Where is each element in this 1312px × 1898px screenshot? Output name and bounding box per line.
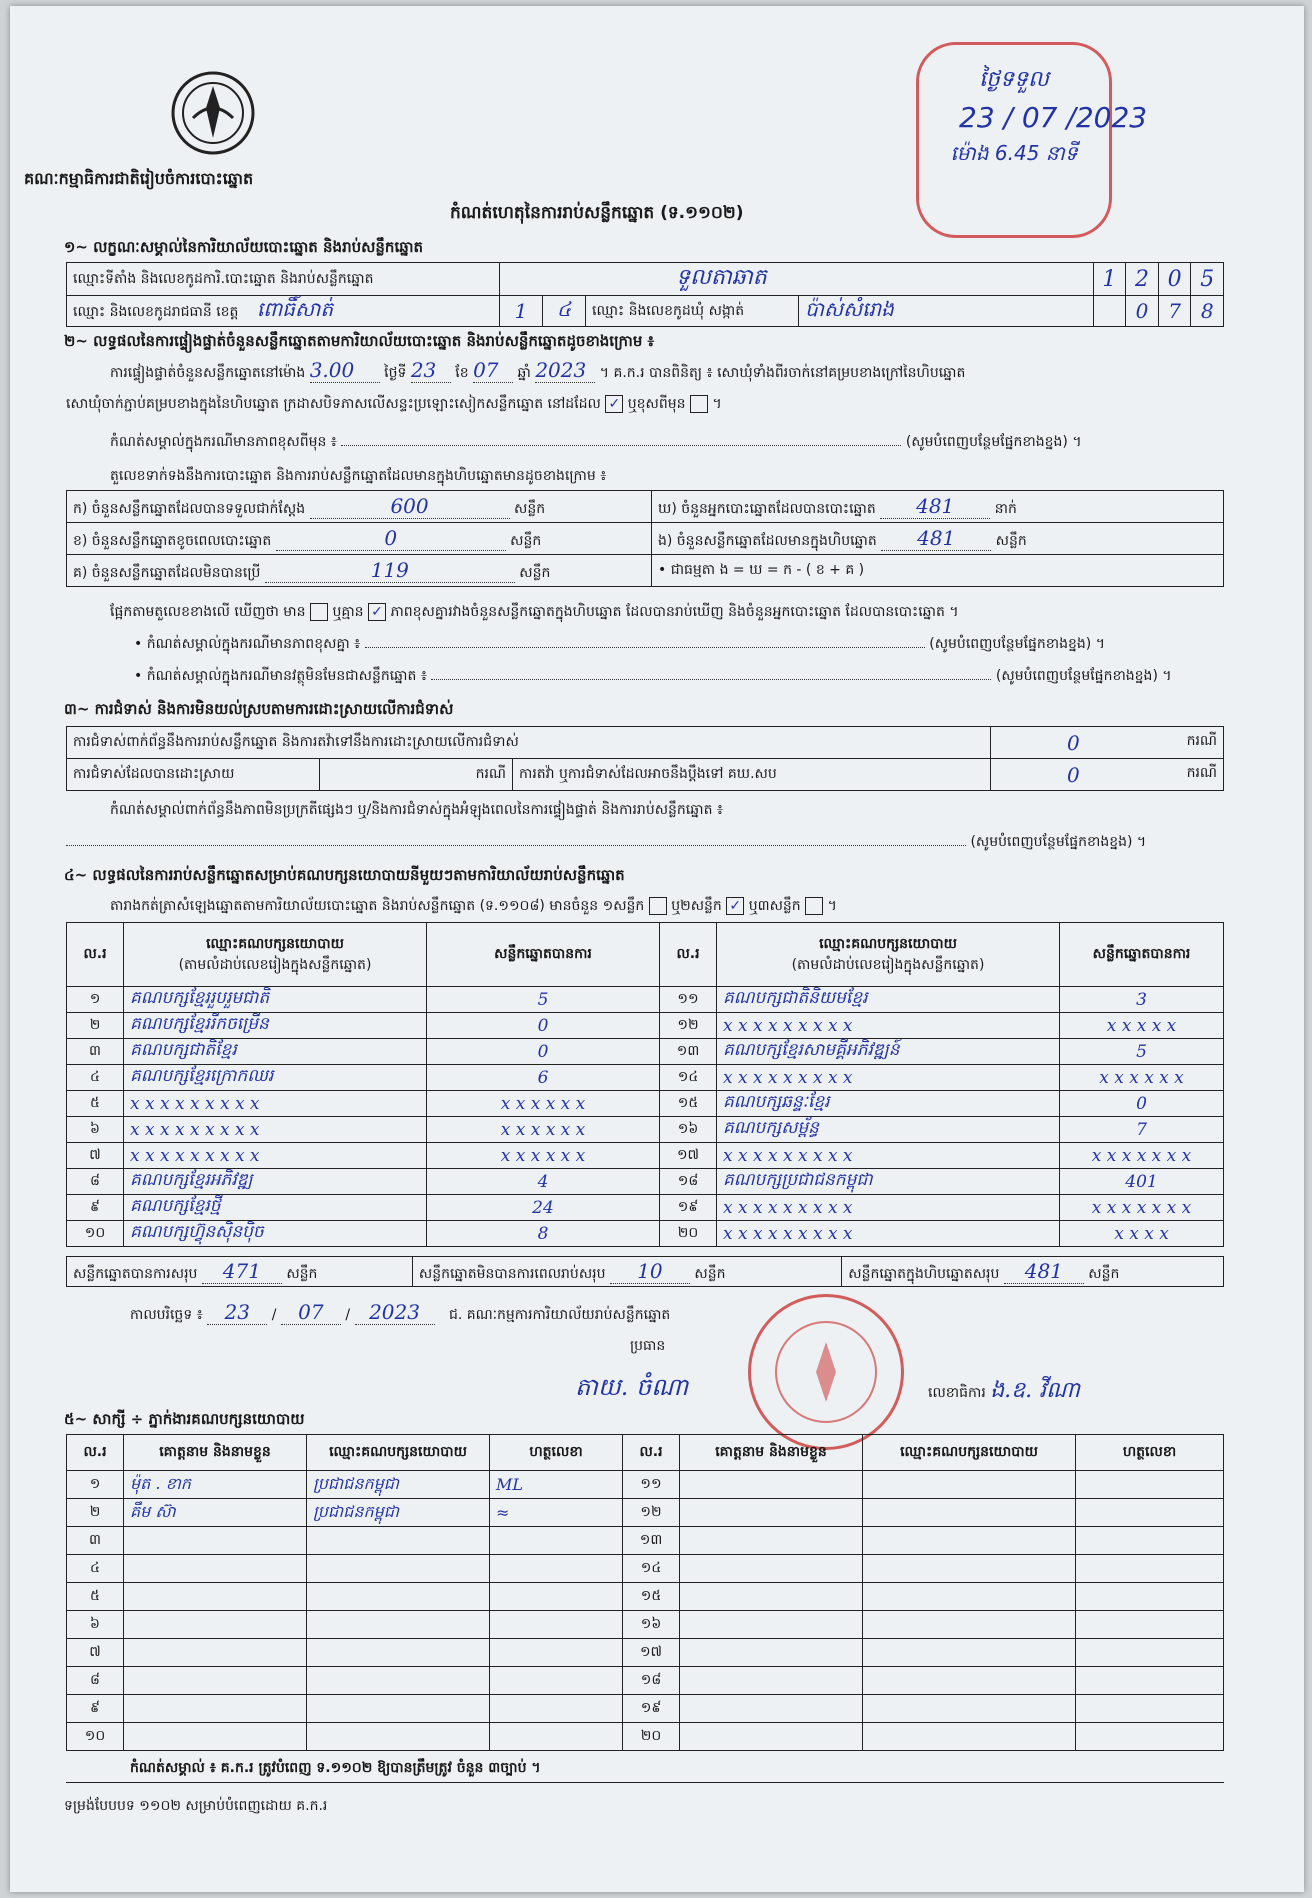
verify-line-2: សោឃុំចាក់ភ្ជាប់គម្របខាងក្នុងនៃហិបឆ្នោត ក្រដាសបិទភាសលើសន្ទះប្រឡោះសៀកសន្លឹកឆ្នោត នៅដដែល ✓ ឬខុសពីមុន ។ — [66, 396, 722, 412]
witness-party — [307, 1667, 490, 1695]
w-col-sign-right: ហត្ថលេខា — [1076, 1435, 1224, 1471]
witness-sign — [1076, 1723, 1224, 1751]
province-value: ពោធិ៍សាត់ — [256, 297, 334, 321]
result-no: ១៣ — [660, 1039, 717, 1065]
witness-row — [67, 1527, 1224, 1555]
witness-row — [67, 1639, 1224, 1667]
result-row — [67, 1143, 1224, 1169]
witness-sign — [490, 1555, 623, 1583]
witness-sign — [490, 1583, 623, 1611]
witness-party: ប្រជាជនកម្ពុជា — [307, 1499, 490, 1527]
witness-party — [863, 1583, 1076, 1611]
witness-no: ១៩ — [623, 1695, 680, 1723]
witness-no: ៧ — [67, 1639, 124, 1667]
witness-row — [67, 1667, 1224, 1695]
result-no: ៦ — [67, 1117, 124, 1143]
witness-no: ៨ — [67, 1667, 124, 1695]
president-signature: តាយ. ចំណា — [575, 1373, 689, 1401]
witness-sign: ≈ — [490, 1499, 623, 1527]
result-no: ៣ — [67, 1039, 124, 1065]
result-party: x x x x x x x x x — [717, 1013, 1060, 1039]
witness-row — [67, 1499, 1224, 1527]
result-no: ៧ — [67, 1143, 124, 1169]
receipt-stamp — [916, 42, 1148, 238]
objections-table — [66, 726, 1224, 791]
section2-title: ២~ លទ្ធផលនៃការផ្ទៀងផ្ទាត់ចំនួនសន្លឹកឆ្នោតតាមការិយាល័យបោះឆ្នោត និងរាប់សន្លឹកឆ្នោតដូចខាងក្រោម ៖ — [64, 332, 655, 350]
province-code-2: ៤ — [543, 296, 586, 327]
result-votes: 8 — [427, 1221, 660, 1247]
witness-table — [66, 1434, 1224, 1751]
president-label: ប្រធាន — [630, 1338, 666, 1354]
verify-line-1: ការផ្ទៀងផ្ទាត់ចំនួនសន្លឹកឆ្នោតនៅម៉ោង 3.00 ថ្ងៃទី 23 ខែ 07 ឆ្នាំ 2023 ។ គ.ក.រ បានពិនិត្យ ៖ សោឃុំទាំងពីរចាក់នៅគម្របខាងក្រៅនៃហិបឆ្នោត — [110, 358, 966, 382]
result-party: គណបក្សហ៊្វុនស៊ិនប៉ិច — [124, 1221, 427, 1247]
commune-code-3: 8 — [1191, 296, 1224, 327]
result-party: គណបក្សសម្ព័ន្ធ — [717, 1117, 1060, 1143]
result-votes: x x x x x x x — [1060, 1143, 1224, 1169]
result-no: ១ — [67, 987, 124, 1013]
witness-no: ១៦ — [623, 1611, 680, 1639]
witness-party — [307, 1611, 490, 1639]
witness-sign — [1076, 1471, 1224, 1499]
same-checkbox[interactable]: ✓ — [605, 395, 623, 413]
based-line: ផ្អែកតាមតួលេខខាងលើ ឃើញថា មាន ឬគ្មាន ✓ ភាពខុសគ្នារវាងចំនួនសន្លឹកឆ្នោតក្នុងហិបឆ្នោត ដែលបានរាប់ឃើញ និងចំនួនអ្នកបោះឆ្នោត ដែលបានបោះឆ្នោត ។ — [110, 604, 959, 620]
result-party: x x x x x x x x x — [124, 1091, 427, 1117]
w-col-no-right: ល.រ — [623, 1435, 680, 1471]
witness-party — [863, 1667, 1076, 1695]
result-party: x x x x x x x x x — [717, 1221, 1060, 1247]
witness-sign — [490, 1611, 623, 1639]
result-row — [67, 987, 1224, 1013]
two-sheets-checkbox[interactable]: ✓ — [726, 897, 744, 915]
witness-row — [67, 1723, 1224, 1751]
committee-seal — [748, 1294, 904, 1450]
witness-sign — [490, 1723, 623, 1751]
col-no-left: ល.រ — [67, 923, 124, 987]
result-party: គណបក្សខ្មែររីកចម្រើន — [124, 1013, 427, 1039]
result-votes: 24 — [427, 1195, 660, 1221]
section3-title: ៣~ ការជំទាស់ និងការមិនយល់ស្របតាមការដោះស្រាយលើការជំទាស់ — [64, 700, 454, 718]
result-party: x x x x x x x x x — [717, 1195, 1060, 1221]
figure-ko: គ) ចំនួនសន្លឹកឆ្នោតដែលមិនបានប្រើ 119 សន្លឹក — [67, 555, 652, 587]
witness-name — [124, 1611, 307, 1639]
location-code-4: 5 — [1191, 263, 1224, 296]
result-no: ១០ — [67, 1221, 124, 1247]
result-row — [67, 1169, 1224, 1195]
result-party: x x x x x x x x x — [717, 1065, 1060, 1091]
witness-name — [680, 1667, 863, 1695]
form-page — [10, 6, 1304, 1892]
witness-party — [863, 1555, 1076, 1583]
date-line: កាលបរិច្ឆេទ ៖ 23 / 07 / 2023 ជ. គណៈកម្មការការិយាល័យរាប់សន្លឹកឆ្នោត — [130, 1300, 671, 1324]
witness-name — [124, 1723, 307, 1751]
stamp-line3: ម៉ោង 6.45 នាទី — [950, 141, 1078, 165]
witness-no: ១៧ — [623, 1639, 680, 1667]
witness-name — [124, 1639, 307, 1667]
result-row — [67, 1039, 1224, 1065]
witness-party — [863, 1471, 1076, 1499]
commune-value: ប៉ាស់សំរោង — [799, 296, 1094, 327]
witness-sign — [490, 1527, 623, 1555]
figures-intro: តួលេខទាក់ទងនឹងការបោះឆ្នោត និងការរាប់សន្លឹកឆ្នោតដែលមានក្នុងហិបឆ្នោតមានដូចខាងក្រោម ៖ — [110, 468, 607, 484]
secretary-line: លេខាធិការ ង.ឧ. វីណា — [928, 1378, 1080, 1403]
province-code-1: 1 — [500, 296, 543, 327]
witness-party — [863, 1499, 1076, 1527]
section5-title: ៥~ សាក្សី ÷ ភ្នាក់ងារគណបក្សនយោបាយ — [64, 1410, 305, 1428]
resolved-value: ករណី — [320, 759, 513, 791]
total-box: សន្លឹកឆ្នោតក្នុងហិបឆ្នោតសរុប 481 សន្លឹក — [842, 1257, 1224, 1287]
result-votes: 5 — [427, 987, 660, 1013]
result-no: ១១ — [660, 987, 717, 1013]
total-valid: សន្លឹកឆ្នោតបានការសរុប 471 សន្លឹក — [67, 1257, 413, 1287]
witness-no: ១៨ — [623, 1667, 680, 1695]
witness-no: ៥ — [67, 1583, 124, 1611]
witness-party — [307, 1583, 490, 1611]
footer-note: កំណត់សម្គាល់ ៖ គ.ក.រ ត្រូវបំពេញ ទ.១១០២ ឱ្យបានត្រឹមត្រូវ ចំនួន ៣ច្បាប់ ។ — [130, 1760, 541, 1776]
footer-divider — [66, 1782, 1224, 1783]
result-party: គណបក្សខ្មែរសាមគ្គីអភិវឌ្ឍន៍ — [717, 1039, 1060, 1065]
witness-no: ៦ — [67, 1611, 124, 1639]
result-party: x x x x x x x x x — [124, 1143, 427, 1169]
result-votes: x x x x x x — [1060, 1065, 1224, 1091]
result-no: ៩ — [67, 1195, 124, 1221]
note-diff-line: កំណត់សម្គាល់ក្នុងករណីមានភាពខុសពីមុន ៖ (សូមបំពេញបន្ថែមផ្នែកខាងខ្នង) ។ — [110, 434, 1082, 450]
province-label: ឈ្មោះ និងលេខកូដរាជធានី ខេត្ត ពោធិ៍សាត់ — [67, 296, 500, 327]
w-col-party-left: ឈ្មោះគណបក្សនយោបាយ — [307, 1435, 490, 1471]
result-votes: 6 — [427, 1065, 660, 1091]
total-invalid: សន្លឹកឆ្នោតមិនបានការពេលរាប់សរុប 10 សន្លឹក — [412, 1257, 841, 1287]
result-no: ១៩ — [660, 1195, 717, 1221]
result-votes: x x x x x x — [427, 1117, 660, 1143]
witness-name — [680, 1527, 863, 1555]
w-col-sign-left: ហត្ថលេខា — [490, 1435, 623, 1471]
result-row — [67, 1013, 1224, 1039]
witness-name — [124, 1555, 307, 1583]
witness-name — [680, 1471, 863, 1499]
appeal-value: 0 ករណី — [991, 759, 1224, 791]
witness-sign — [1076, 1611, 1224, 1639]
figure-kha: ខ) ចំនួនសន្លឹកឆ្នោតខូចពេលបោះឆ្នោត 0 សន្លឹក — [67, 523, 652, 555]
result-row — [67, 1117, 1224, 1143]
witness-party — [307, 1723, 490, 1751]
result-votes: 401 — [1060, 1169, 1224, 1195]
commune-label: ឈ្មោះ និងលេខកូដឃុំ សង្កាត់ — [586, 296, 799, 327]
stamp-line1: ថ្ងៃទទួល — [979, 67, 1049, 92]
witness-name — [680, 1611, 863, 1639]
witness-party — [863, 1695, 1076, 1723]
witness-name — [680, 1499, 863, 1527]
result-no: ២ — [67, 1013, 124, 1039]
witness-no: ៣ — [67, 1527, 124, 1555]
witness-name — [680, 1555, 863, 1583]
commune-code-blank — [1093, 296, 1126, 327]
no-difference-checkbox[interactable]: ✓ — [368, 603, 386, 621]
witness-name — [680, 1639, 863, 1667]
appeal-label: ការតវ៉ា ឬការជំទាស់ដែលអាចនឹងប្ដឹងទៅ គឃ.សប — [513, 759, 991, 791]
verify-day: 23 — [411, 358, 451, 383]
witness-sign — [1076, 1667, 1224, 1695]
nec-emblem-icon — [168, 68, 258, 158]
witness-sign — [490, 1667, 623, 1695]
result-votes: 5 — [1060, 1039, 1224, 1065]
w-col-party-right: ឈ្មោះគណបក្សនយោបាយ — [863, 1435, 1076, 1471]
witness-sign — [1076, 1499, 1224, 1527]
witness-name — [124, 1527, 307, 1555]
note-object-line: • កំណត់សម្គាល់ក្នុងករណីមានវត្ថុមិនមែនជាសន្លឹកឆ្នោត ៖ (សូមបំពេញបន្ថែមផ្នែកខាងខ្នង) ។ — [134, 668, 1172, 684]
result-party: គណបក្សជាតិខ្មែរ — [124, 1039, 427, 1065]
note-diff2-line: • កំណត់សម្គាល់ក្នុងករណីមានភាពខុសគ្នា ៖ (សូមបំពេញបន្ថែមផ្នែកខាងខ្នង) ។ — [134, 636, 1105, 652]
result-no: ៥ — [67, 1091, 124, 1117]
location-code-3: 0 — [1158, 263, 1191, 296]
figure-ka: ក) ចំនួនសន្លឹកឆ្នោតដែលបានទទួលជាក់ស្ដែង 600 សន្លឹក — [67, 491, 652, 523]
section4-title: ៤~ លទ្ធផលនៃការរាប់សន្លឹកឆ្នោតសម្រាប់គណបក្សនយោបាយនីមួយៗតាមការិយាល័យរាប់សន្លឹកឆ្នោត — [64, 866, 625, 884]
col-votes-left: សន្លឹកឆ្នោតបានការ — [427, 923, 660, 987]
result-votes: 4 — [427, 1169, 660, 1195]
witness-name — [680, 1723, 863, 1751]
resolved-label: ការជំទាស់ដែលបានដោះស្រាយ — [67, 759, 320, 791]
result-party: x x x x x x x x x — [124, 1117, 427, 1143]
witness-party — [307, 1527, 490, 1555]
three-sheets-checkbox[interactable] — [805, 897, 823, 915]
committee-name: គណៈកម្មាធិការជាតិរៀបចំការបោះឆ្នោត — [24, 169, 254, 188]
witness-name: ម៉ុត . ខាក — [124, 1471, 307, 1499]
result-no: ១៧ — [660, 1143, 717, 1169]
result-party: គណបក្សប្រជាជនកម្ពុជា — [717, 1169, 1060, 1195]
result-no: ១៥ — [660, 1091, 717, 1117]
witness-sign: ML — [490, 1471, 623, 1499]
witness-row — [67, 1555, 1224, 1583]
stamp-line2: 23 / 07 /2023 — [959, 101, 1148, 134]
result-no: ២០ — [660, 1221, 717, 1247]
figure-ngo: ង) ចំនួនសន្លឹកឆ្នោតដែលមានក្នុងហិបឆ្នោត 481 សន្លឹក — [652, 523, 1224, 555]
witness-no: ២ — [67, 1499, 124, 1527]
result-votes: x x x x x x — [427, 1143, 660, 1169]
result-votes: 0 — [427, 1013, 660, 1039]
w-col-no-left: ល.រ — [67, 1435, 124, 1471]
commune-code-1: 0 — [1126, 296, 1159, 327]
witness-no: ២០ — [623, 1723, 680, 1751]
witness-no: ៩ — [67, 1695, 124, 1723]
result-party: គណបក្សជាតិនិយមខ្មែរ — [717, 987, 1060, 1013]
witness-no: ១៥ — [623, 1583, 680, 1611]
different-checkbox[interactable] — [690, 395, 708, 413]
location-code-1: 1 — [1093, 263, 1126, 296]
witness-name — [124, 1695, 307, 1723]
irregularity-note: កំណត់សម្គាល់ពាក់ព័ន្ធនឹងភាពមិនប្រក្រតីផ្សេងៗ ឬ/និងការជំទាស់ក្នុងអំឡុងពេលនៃការផ្ទៀងផ្ទាត់ និងការរាប់សន្លឹកឆ្នោត ៖ — [110, 802, 724, 818]
witness-sign — [1076, 1583, 1224, 1611]
result-party: គណបក្សខ្មែរក្រោកឈរ — [124, 1065, 427, 1091]
result-no: ១៦ — [660, 1117, 717, 1143]
location-label: ឈ្មោះទីតាំង និងលេខកូដការិ.បោះឆ្នោត និងរាប់សន្លឹកឆ្នោត — [67, 263, 500, 296]
figure-kho: ឃ) ចំនួនអ្នកបោះឆ្នោតដែលបានបោះឆ្នោត 481 នាក់ — [652, 491, 1224, 523]
section1-title: ១~ លក្ខណៈសម្គាល់នៃការិយាល័យបោះឆ្នោត និងរាប់សន្លឹកឆ្នោត — [64, 238, 424, 256]
footer-form-id: ទម្រង់បែបបទ ១១០២ សម្រាប់បំពេញដោយ គ.ក.រ — [64, 1798, 328, 1814]
witness-name — [124, 1667, 307, 1695]
result-votes: x x x x x x x — [1060, 1195, 1224, 1221]
result-party: គណបក្សខ្មែររួបរួមជាតិ — [124, 987, 427, 1013]
result-votes: 0 — [1060, 1091, 1224, 1117]
witness-sign — [1076, 1639, 1224, 1667]
verify-month: 07 — [473, 358, 513, 383]
results-table — [66, 922, 1224, 1247]
witness-name: គឹម ស៊ា — [124, 1499, 307, 1527]
col-no-right: ល.រ — [660, 923, 717, 987]
witness-sign — [1076, 1527, 1224, 1555]
witness-no: ១២ — [623, 1499, 680, 1527]
result-party: គណបក្សឆន្ទៈខ្មែរ — [717, 1091, 1060, 1117]
result-row — [67, 1221, 1224, 1247]
witness-party — [863, 1723, 1076, 1751]
result-row — [67, 1091, 1224, 1117]
witness-name — [124, 1583, 307, 1611]
result-votes: x x x x — [1060, 1221, 1224, 1247]
form-title: កំណត់ហេតុនៃការរាប់សន្លឹកឆ្នោត (ទ.១១០២) — [450, 203, 744, 223]
result-no: ១៨ — [660, 1169, 717, 1195]
witness-sign — [1076, 1695, 1224, 1723]
witness-no: ១៣ — [623, 1527, 680, 1555]
witness-no: ១០ — [67, 1723, 124, 1751]
witness-sign — [490, 1639, 623, 1667]
witness-sign — [490, 1695, 623, 1723]
result-party: គណបក្សខ្មែរអភិវឌ្ឍ — [124, 1169, 427, 1195]
tally-sheets-line: តារាងកត់ត្រាសំឡេងឆ្នោតតាមការិយាល័យបោះឆ្នោត និងរាប់សន្លឹកឆ្នោត (ទ.១១០៨) មានចំនួន ១សន្លឹក ឬ២សន្លឹក ✓ ឬ៣សន្លឹក ។ — [110, 898, 837, 914]
section1-table — [66, 262, 1224, 327]
w-col-name-left: គោត្តនាម និងនាមខ្លួន — [124, 1435, 307, 1471]
witness-party: ប្រជាជនកម្ពុជា — [307, 1471, 490, 1499]
witness-party — [307, 1639, 490, 1667]
location-value: ទួលតាឆាត — [500, 263, 1094, 296]
witness-no: ១ — [67, 1471, 124, 1499]
result-votes: 7 — [1060, 1117, 1224, 1143]
witness-party — [863, 1611, 1076, 1639]
irregularity-fill: (សូមបំពេញបន្ថែមផ្នែកខាងខ្នង) ។ — [66, 832, 1146, 853]
result-no: ១៤ — [660, 1065, 717, 1091]
witness-sign — [1076, 1555, 1224, 1583]
witness-no: ១៤ — [623, 1555, 680, 1583]
witness-row — [67, 1583, 1224, 1611]
result-votes: x x x x x — [1060, 1013, 1224, 1039]
witness-party — [307, 1555, 490, 1583]
witness-name — [680, 1583, 863, 1611]
result-party: x x x x x x x x x — [717, 1143, 1060, 1169]
witness-party — [863, 1639, 1076, 1667]
figure-formula: • ជាធម្មតា ង = ឃ = ក - ( ខ + គ ) — [652, 555, 1224, 587]
w-col-name-right: គោត្តនាម និងនាមខ្លួន — [680, 1435, 863, 1471]
witness-no: ១១ — [623, 1471, 680, 1499]
result-no: ៨ — [67, 1169, 124, 1195]
objection-value: 0 ករណី — [991, 727, 1224, 759]
result-no: ៤ — [67, 1065, 124, 1091]
result-party: គណបក្សខ្មែរថ្មី — [124, 1195, 427, 1221]
verify-time: 3.00 — [310, 358, 380, 383]
col-party-right: ឈ្មោះគណបក្សនយោបាយ (តាមលំដាប់លេខរៀងក្នុងសន្លឹកឆ្នោត) — [717, 923, 1060, 987]
witness-name — [680, 1695, 863, 1723]
result-row — [67, 1065, 1224, 1091]
result-votes: 0 — [427, 1039, 660, 1065]
witness-no: ៤ — [67, 1555, 124, 1583]
result-votes: x x x x x x — [427, 1091, 660, 1117]
totals-table — [66, 1256, 1224, 1287]
witness-party — [863, 1527, 1076, 1555]
col-party-left: ឈ្មោះគណបក្សនយោបាយ (តាមលំដាប់លេខរៀងក្នុងសន្លឹកឆ្នោត) — [124, 923, 427, 987]
objection-label: ការជំទាស់ពាក់ព័ន្ធនឹងការរាប់សន្លឹកឆ្នោត និងការតវ៉ាទៅនឹងការដោះស្រាយលើការជំទាស់ — [67, 727, 991, 759]
witness-row — [67, 1471, 1224, 1499]
has-difference-checkbox[interactable] — [310, 603, 328, 621]
figures-table — [66, 490, 1224, 587]
commune-code-2: 7 — [1158, 296, 1191, 327]
result-no: ១២ — [660, 1013, 717, 1039]
seal-emblem-icon — [751, 1297, 901, 1447]
col-votes-right: សន្លឹកឆ្នោតបានការ — [1060, 923, 1224, 987]
witness-party — [307, 1695, 490, 1723]
witness-row — [67, 1611, 1224, 1639]
result-row — [67, 1195, 1224, 1221]
location-code-2: 2 — [1126, 263, 1159, 296]
one-sheet-checkbox[interactable] — [649, 897, 667, 915]
witness-row — [67, 1695, 1224, 1723]
verify-year: 2023 — [535, 358, 595, 383]
result-votes: 3 — [1060, 987, 1224, 1013]
